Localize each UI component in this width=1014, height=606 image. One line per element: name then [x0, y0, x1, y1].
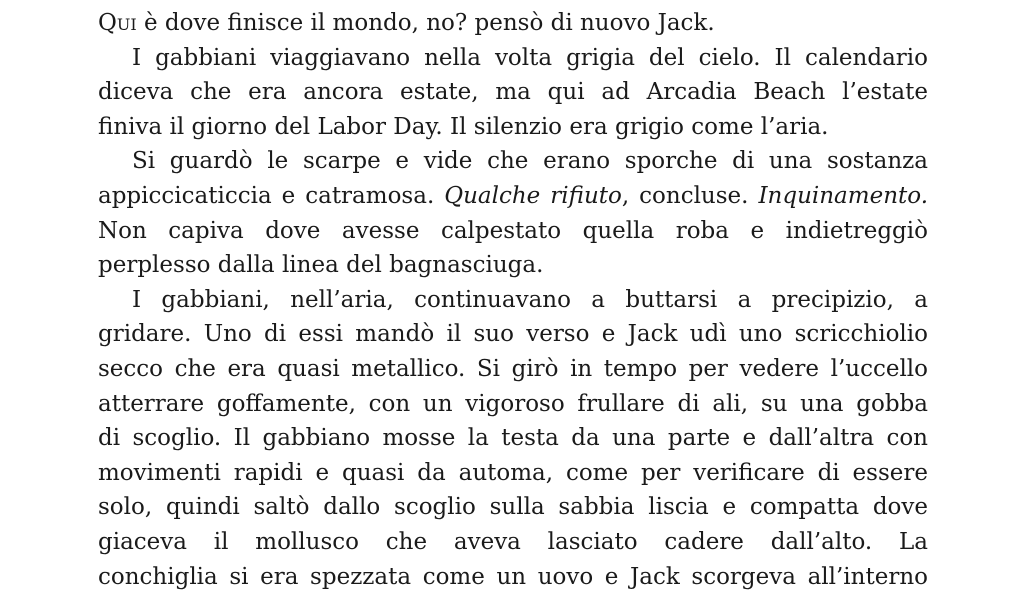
text-line: Non capiva dove avesse calpestato quella roba e indietreggiò: [98, 217, 928, 244]
text-line: I gabbiani viaggiavano nella volta grigia del cielo. Il calendario: [132, 44, 928, 71]
text-line: perplesso dalla linea del bagnasciuga.: [98, 252, 544, 279]
text-line: solo, quindi saltò dallo scoglio sulla sabbia liscia e compatta dove: [98, 494, 928, 521]
italic-segment: Inquinamento.: [758, 182, 928, 209]
text-line: secco che era quasi metallico. Si girò in tempo per vedere l’uccello: [98, 355, 928, 382]
text-line: finiva il giorno del Labor Day. Il silenzio era grigio come l’aria.: [98, 113, 829, 140]
line-text: è dove finisce il mondo, no? pensò di nuovo Jack.: [136, 10, 715, 36]
line-segment: appiccicaticcia e catramosa.: [98, 182, 445, 209]
text-line: [98, 179, 928, 214]
text-line: atterrare goffamente, con un vigoroso frullare di ali, su una gobba: [98, 390, 928, 417]
text-line: giaceva il mollusco che aveva lasciato cadere dall’alto. La: [98, 528, 928, 555]
text-line: movimenti rapidi e quasi da automa, come per verificare di essere: [98, 459, 928, 486]
paragraph: [98, 6, 928, 41]
text-line: diceva che era ancora estate, ma qui ad Arcadia Beach l’estate: [98, 79, 928, 106]
text-line: [98, 6, 928, 41]
text-line: Si guardò le scarpe e vide che erano sporche di una sostanza: [132, 148, 928, 175]
book-page: [98, 6, 928, 594]
line-segment: , concluse.: [621, 182, 759, 209]
text-line: I gabbiani, nell’aria, continuavano a buttarsi a precipizio, a: [132, 286, 928, 313]
smallcaps-lead: Qui: [98, 10, 137, 36]
paragraph: [98, 144, 928, 282]
text-line: gridare. Uno di essi mandò il suo verso e Jack udì uno scricchiolio: [98, 321, 928, 348]
paragraph: [98, 41, 928, 145]
italic-segment: Qualche rifiuto: [444, 182, 622, 209]
paragraph: [98, 283, 928, 594]
text-line: conchiglia si era spezzata come un uovo e Jack scorgeva all’interno: [98, 563, 928, 590]
text-line: di scoglio. Il gabbiano mosse la testa da una parte e dall’altra con: [98, 425, 928, 452]
